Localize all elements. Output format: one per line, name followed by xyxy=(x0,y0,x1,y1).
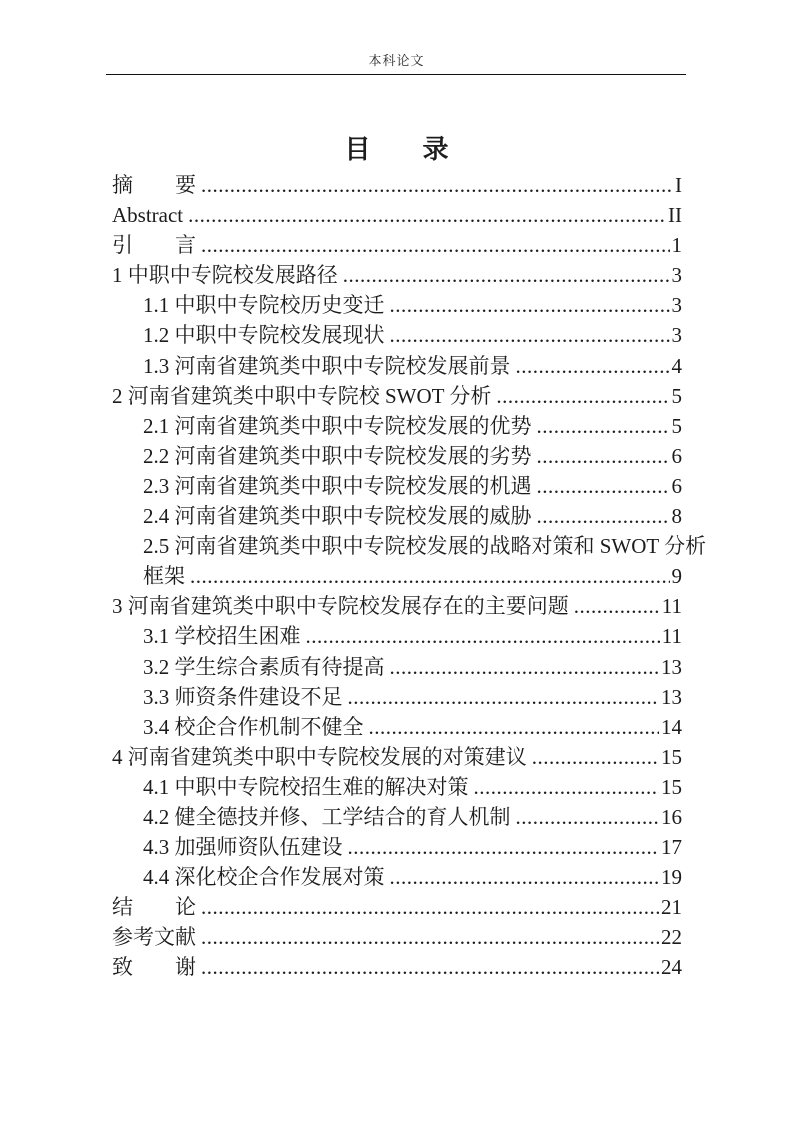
toc-entry-title: 2.4 河南省建筑类中职中专院校发展的威胁 xyxy=(143,504,532,529)
toc-entry xyxy=(112,471,682,501)
toc-entry xyxy=(112,772,682,802)
toc-entry-title: 2.1 河南省建筑类中职中专院校发展的优势 xyxy=(143,413,532,438)
toc-entry xyxy=(112,591,682,621)
toc-entry-title: 3.4 校企合作机制不健全 xyxy=(143,714,364,739)
toc-page-number: 13 xyxy=(661,654,682,679)
toc-title: 目 录 xyxy=(344,135,449,164)
toc-entry xyxy=(112,351,682,381)
dot-leader-icon xyxy=(390,290,670,320)
dot-leader-icon xyxy=(201,952,659,982)
toc-entry-title: 4 河南省建筑类中职中专院校发展的对策建议 xyxy=(112,744,527,769)
toc-entry-title: 2.3 河南省建筑类中职中专院校发展的机遇 xyxy=(143,473,532,498)
dot-leader-icon xyxy=(348,832,660,862)
toc-page-number: 6 xyxy=(671,443,682,468)
toc-entry-title: 4.3 加强师资队伍建设 xyxy=(143,835,343,860)
toc-entry xyxy=(112,892,682,922)
toc-page-number: 24 xyxy=(661,955,682,980)
toc-page-number: 9 xyxy=(671,564,682,589)
toc-page-number: 15 xyxy=(661,774,682,799)
toc-entry xyxy=(112,742,682,772)
toc-list xyxy=(112,170,707,983)
toc-entry xyxy=(112,952,682,982)
header-title: 本科论文 xyxy=(368,53,425,68)
toc-entry xyxy=(112,170,682,200)
toc-entry-title: 1 中职中专院校发展路径 xyxy=(112,263,338,288)
toc-page-number: 11 xyxy=(661,624,682,649)
toc-page-number: 6 xyxy=(671,473,682,498)
toc-entry-title: 4.4 深化校企合作发展对策 xyxy=(143,865,385,890)
toc-entry xyxy=(112,411,682,441)
toc-entry-title: Abstract xyxy=(112,203,184,228)
toc-page-number: 3 xyxy=(671,323,682,348)
toc-page-number: 14 xyxy=(661,714,682,739)
dot-leader-icon xyxy=(188,200,666,230)
toc-entry-title: 引 言 xyxy=(112,233,196,258)
toc-page-number: 3 xyxy=(671,293,682,318)
toc-entry-title: 4.2 健全德技并修、工学结合的育人机制 xyxy=(143,804,511,829)
toc-entry-title: 3.1 学校招生困难 xyxy=(143,624,301,649)
toc-entry xyxy=(112,230,682,260)
toc-page-number: 4 xyxy=(671,353,682,378)
toc-entry xyxy=(112,200,682,230)
dot-leader-icon xyxy=(348,682,660,712)
dot-leader-icon xyxy=(343,260,670,290)
dot-leader-icon xyxy=(537,411,670,441)
page-header xyxy=(0,50,793,69)
dot-leader-icon xyxy=(532,742,659,772)
dot-leader-icon xyxy=(190,561,670,591)
toc-entry-title: 4.1 中职中专院校招生难的解决对策 xyxy=(143,774,469,799)
dot-leader-icon xyxy=(390,652,660,682)
toc-page-number: 17 xyxy=(661,835,682,860)
toc-entry xyxy=(112,561,682,591)
toc-page-number: 19 xyxy=(661,865,682,890)
dot-leader-icon xyxy=(369,712,660,742)
toc-page-number: 15 xyxy=(661,744,682,769)
toc-entry-title: 2.5 河南省建筑类中职中专院校发展的战略对策和 SWOT 分析 xyxy=(143,534,707,559)
toc-entry xyxy=(112,501,682,531)
toc-entry xyxy=(112,832,682,862)
toc-entry xyxy=(112,802,682,832)
toc-page-number: 8 xyxy=(671,504,682,529)
toc-page-number: 16 xyxy=(661,804,682,829)
toc-entry-title: 致 谢 xyxy=(112,955,196,980)
toc-page-number: 5 xyxy=(671,383,682,408)
toc-entry-title: 2.2 河南省建筑类中职中专院校发展的劣势 xyxy=(143,443,532,468)
toc-entry xyxy=(112,260,682,290)
toc-entry-title: 3.3 师资条件建设不足 xyxy=(143,684,343,709)
dot-leader-icon xyxy=(496,381,669,411)
dot-leader-icon xyxy=(306,621,660,651)
dot-leader-icon xyxy=(537,441,670,471)
toc-page-number: 22 xyxy=(661,925,682,950)
toc-page-number: 5 xyxy=(671,413,682,438)
dot-leader-icon xyxy=(201,892,659,922)
toc-entry-title: 1.3 河南省建筑类中职中专院校发展前景 xyxy=(143,353,511,378)
dot-leader-icon xyxy=(474,772,660,802)
toc-entry xyxy=(112,922,682,952)
toc-page-number: 11 xyxy=(661,594,682,619)
toc-page-number: I xyxy=(675,173,682,197)
toc-entry xyxy=(112,621,682,651)
toc-page-number: II xyxy=(668,203,682,228)
dot-leader-icon xyxy=(390,862,660,892)
toc-entry xyxy=(112,290,682,320)
toc-entry-title: 2 河南省建筑类中职中专院校 SWOT 分析 xyxy=(112,383,492,408)
toc-entry xyxy=(112,712,682,742)
dot-leader-icon xyxy=(201,230,670,260)
dot-leader-icon xyxy=(537,501,670,531)
toc-page-number: 13 xyxy=(661,684,682,709)
dot-leader-icon xyxy=(574,591,660,621)
toc-page-number: 1 xyxy=(671,233,682,258)
toc-entry-title: 参考文献 xyxy=(112,925,196,950)
toc-entry xyxy=(112,531,707,561)
toc-entry-title: 结 论 xyxy=(112,895,196,920)
dot-leader-icon xyxy=(537,471,670,501)
toc-entry xyxy=(112,682,682,712)
toc-entry-title: 3.2 学生综合素质有待提高 xyxy=(143,654,385,679)
dot-leader-icon xyxy=(516,802,660,832)
toc-entry-title: 3 河南省建筑类中职中专院校发展存在的主要问题 xyxy=(112,594,569,619)
dot-leader-icon xyxy=(390,320,670,350)
toc-entry-title: 框架 xyxy=(143,564,185,589)
toc-page-number: 21 xyxy=(661,895,682,920)
toc-entry xyxy=(112,441,682,471)
toc-entry xyxy=(112,381,682,411)
toc-entry xyxy=(112,320,682,350)
toc-entry-title: 1.2 中职中专院校发展现状 xyxy=(143,323,385,348)
toc-page-number: 3 xyxy=(671,263,682,288)
dot-leader-icon xyxy=(201,922,659,952)
dot-leader-icon xyxy=(516,351,670,381)
dot-leader-icon xyxy=(201,170,673,200)
toc-entry-title: 摘 要 xyxy=(112,173,196,197)
toc-entry xyxy=(112,862,682,892)
toc-entry-title: 1.1 中职中专院校历史变迁 xyxy=(143,293,385,318)
toc-entry xyxy=(112,652,682,682)
header-rule xyxy=(106,74,686,75)
